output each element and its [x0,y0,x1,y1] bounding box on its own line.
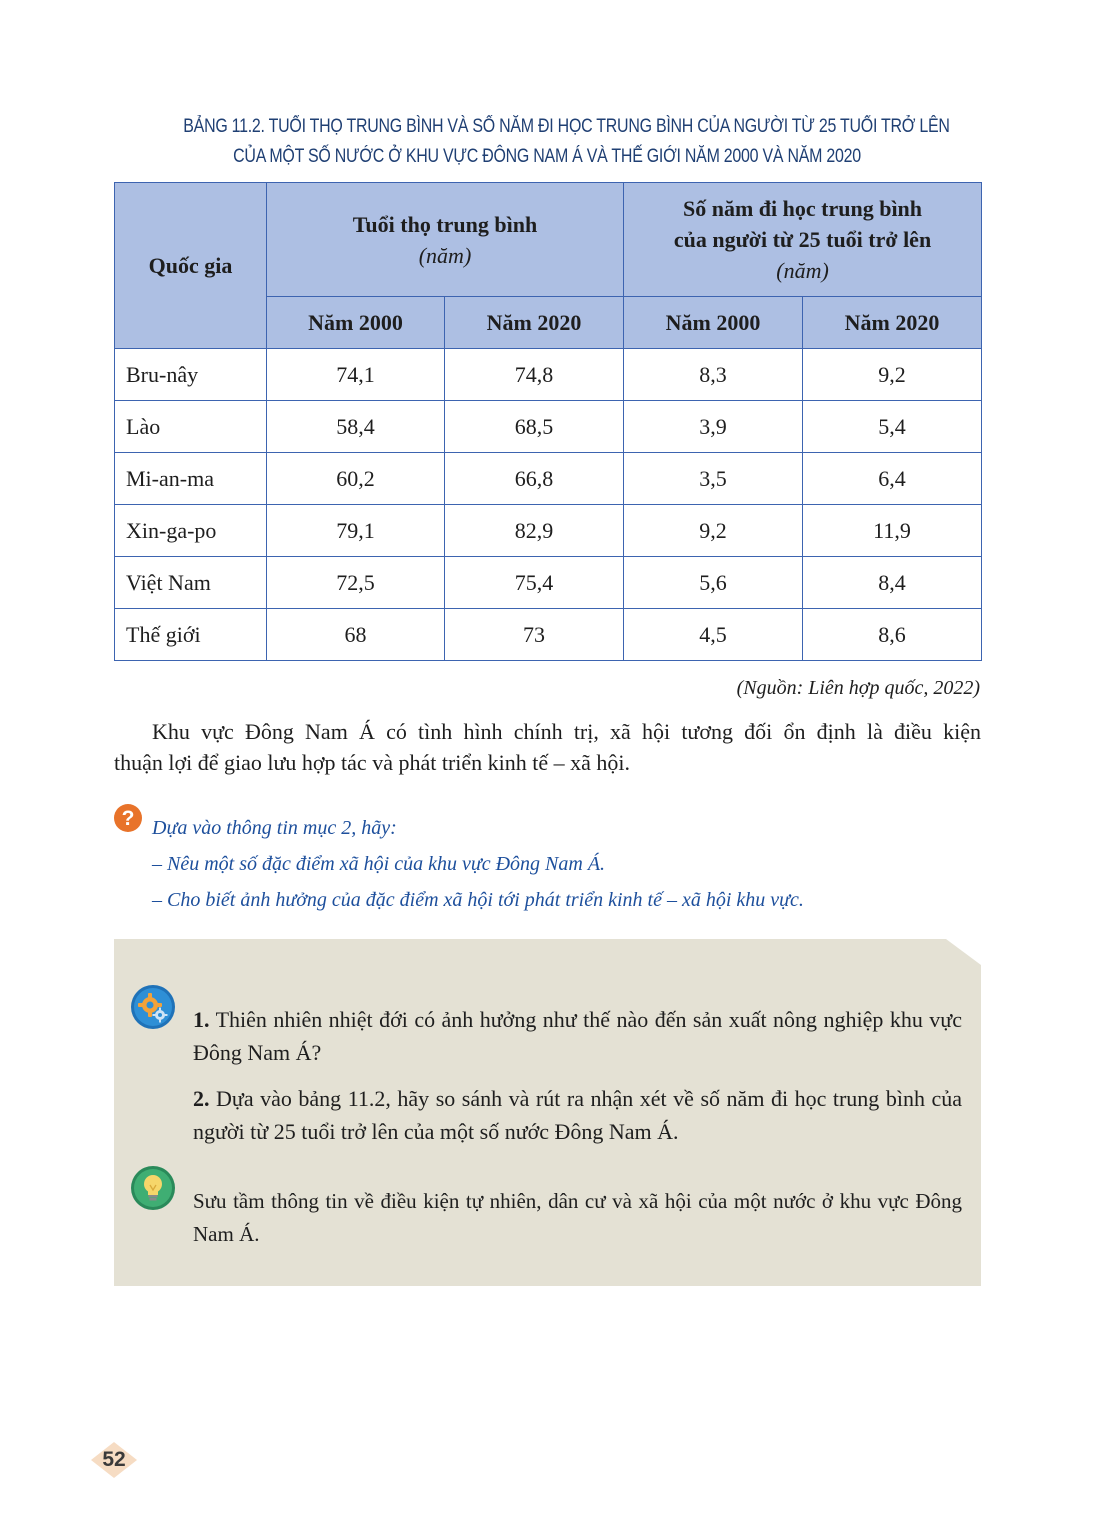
value-cell: 66,8 [445,453,624,505]
body-paragraph [114,716,981,778]
table-row [115,401,982,453]
lightbulb-icon [130,1165,176,1211]
table-title-line-2: CỦA MỘT SỐ NƯỚC Ở KHU VỰC ĐÔNG NAM Á VÀ THẾ GIỚI NĂM 2000 VÀ NĂM 2020 [233,146,861,167]
table-row [115,453,982,505]
practice-exercises [193,1003,962,1161]
svg-text:?: ? [121,807,135,830]
country-cell: Thế giới [115,609,267,661]
question-intro: Dựa vào thông tin mục 2, hãy: [152,817,397,839]
page-number: 52 [102,1448,126,1471]
value-cell: 11,9 [803,505,982,557]
question-item: – Nêu một số đặc điểm xã hội của khu vực Đông Nam Á. [152,853,606,875]
value-cell: 58,4 [267,401,445,453]
exercise-item [193,1003,962,1069]
exercise-text: Dựa vào bảng 11.2, hãy so sánh và rút ra nhận xét về số năm đi học trung bình của người từ 25 tuổi trở lên của một số nước Đông Nam Á. [193,1086,962,1144]
header-schooling-title-line-1: Số năm đi học trung bình [683,196,923,221]
table-row [115,609,982,661]
value-cell: 6,4 [803,453,982,505]
header-schooling-unit: (năm) [776,258,829,283]
table-source: (Nguồn: Liên hợp quốc, 2022) [736,677,980,699]
paragraph-line-1: Khu vực Đông Nam Á có tình hình chính trị, xã hội tương đối ổn định là điều kiện [152,719,981,744]
country-cell: Việt Nam [115,557,267,609]
value-cell: 68 [267,609,445,661]
paragraph-line-2: thuận lợi để giao lưu hợp tác và phát triển kinh tế – xã hội. [114,750,631,775]
value-cell: 75,4 [445,557,624,609]
value-cell: 8,3 [624,349,803,401]
value-cell: 68,5 [445,401,624,453]
value-cell: 3,5 [624,453,803,505]
header-life-expectancy-title: Tuổi thọ trung bình [352,211,538,237]
question-item: – Cho biết ảnh hưởng của đặc điểm xã hội tới phát triển kinh tế – xã hội khu vực. [152,889,804,911]
country-cell: Mi-an-ma [115,453,267,505]
value-cell: 9,2 [624,505,803,557]
value-cell: 5,4 [803,401,982,453]
value-cell: 74,1 [267,349,445,401]
value-cell: 8,4 [803,557,982,609]
value-cell: 73 [445,609,624,661]
gear-icon [130,984,176,1030]
table-row [115,505,982,557]
header-year: Năm 2000 [624,297,803,349]
header-life-expectancy-unit: (năm) [418,242,472,268]
value-cell: 8,6 [803,609,982,661]
exercise-text: Thiên nhiên nhiệt đới có ảnh hưởng như thế nào đến sản xuất nông nghiệp khu vực Đông Nam Á? [193,1007,962,1065]
header-schooling-title-line-2: của người từ 25 tuổi trở lên [673,227,932,252]
country-cell: Xin-ga-po [115,505,267,557]
header-year: Năm 2020 [803,297,982,349]
value-cell: 3,9 [624,401,803,453]
value-cell: 60,2 [267,453,445,505]
table-row [115,557,982,609]
header-schooling-years [624,183,982,297]
value-cell: 5,6 [624,557,803,609]
table-title [183,112,950,172]
value-cell: 72,5 [267,557,445,609]
header-year: Năm 2000 [267,297,445,349]
country-cell: Lào [115,401,267,453]
value-cell: 79,1 [267,505,445,557]
question-icon [113,803,143,833]
header-year: Năm 2020 [445,297,624,349]
header-life-expectancy [267,183,624,297]
table-row [115,349,982,401]
value-cell: 9,2 [803,349,982,401]
application-text: Sưu tầm thông tin về điều kiện tự nhiên, dân cư và xã hội của một nước ở khu vực Đông Nam Á. [193,1189,962,1246]
value-cell: 82,9 [445,505,624,557]
exercise-item [193,1082,962,1148]
data-table [114,182,982,661]
exercise-number: 1. [193,1007,210,1032]
question-block [152,810,982,918]
value-cell: 4,5 [624,609,803,661]
table-title-line-1: BẢNG 11.2. TUỔI THỌ TRUNG BÌNH VÀ SỐ NĂM ĐI HỌC TRUNG BÌNH CỦA NGƯỜI TỪ 25 TUỔI TRỞ LÊN [183,116,950,137]
country-cell: Bru-nây [115,349,267,401]
header-country: Quốc gia [115,183,267,349]
value-cell: 74,8 [445,349,624,401]
exercise-number: 2. [193,1086,210,1111]
